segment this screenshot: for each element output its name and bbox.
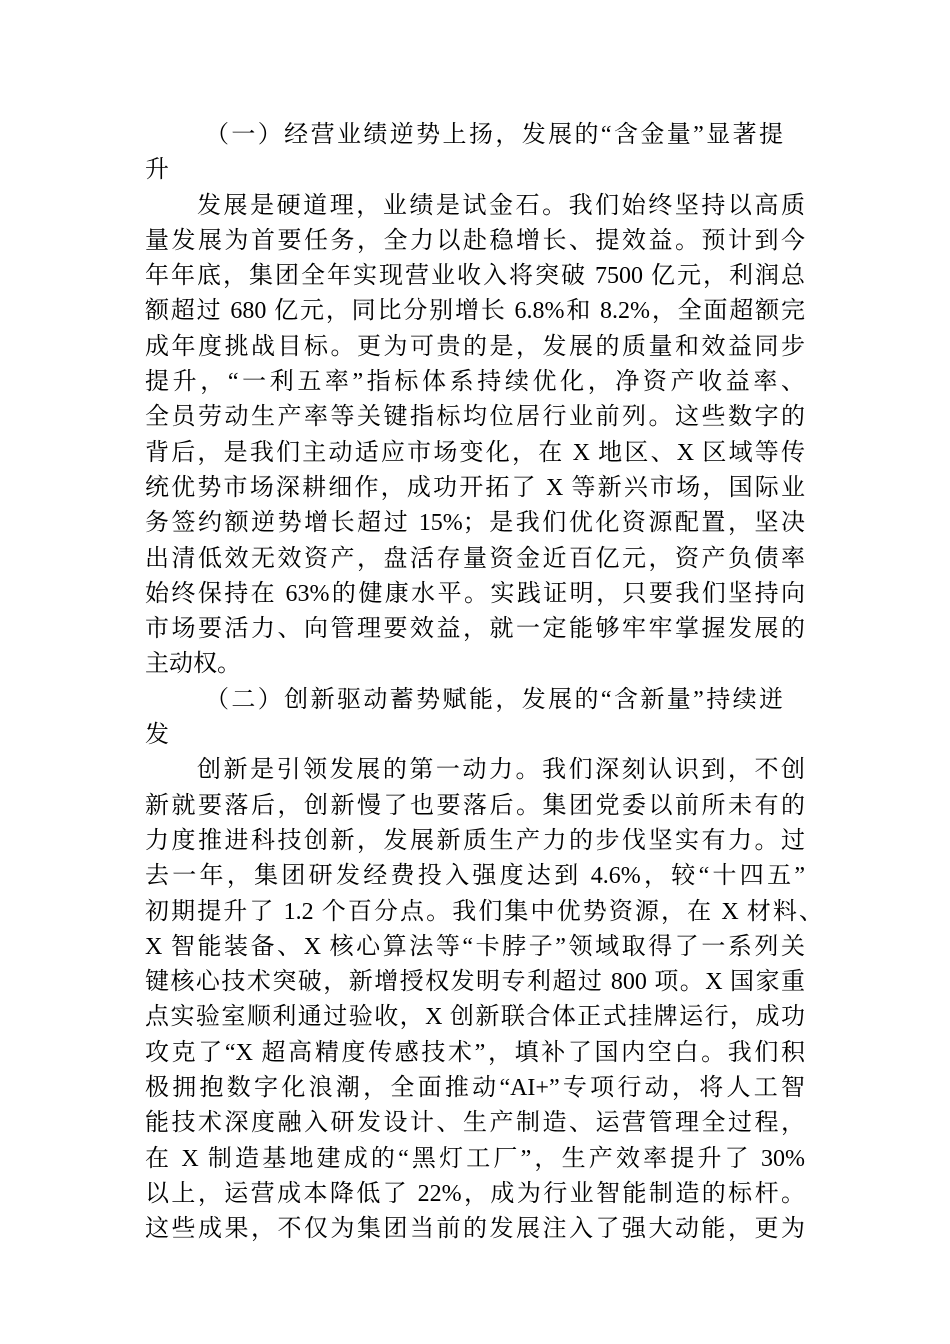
paragraph-line: 以上，运营成本降低了 22%，成为行业智能制造的标杆。 bbox=[145, 1180, 805, 1207]
section-heading-line: （一）经营业绩逆势上扬，发展的“含金量”显著提 bbox=[205, 122, 783, 148]
paragraph-line: 成年度挑战目标。更为可贵的是，发展的质量和效益同步 bbox=[145, 333, 805, 360]
paragraph-line: 极拥抱数字化浪潮，全面推动“AI+”专项行动，将人工智 bbox=[145, 1075, 805, 1102]
paragraph-line: 提升，“一利五率”指标体系持续优化，净资产收益率、 bbox=[145, 369, 805, 396]
paragraph-line: 点实验室顺利通过验收，X 创新联合体正式挂牌运行，成功 bbox=[145, 1004, 805, 1031]
paragraph-line: 攻克了“X 超高精度传感技术”，填补了国内空白。我们积 bbox=[145, 1039, 805, 1066]
paragraph-line: 能技术深度融入研发设计、生产制造、运营管理全过程， bbox=[145, 1110, 805, 1137]
paragraph-line: 出清低效无效资产，盘活存量资金近百亿元，资产负债率 bbox=[145, 545, 805, 572]
section-heading-line: 升 bbox=[145, 157, 169, 184]
document-body bbox=[145, 118, 823, 1248]
section-heading-line: 发 bbox=[145, 722, 169, 749]
paragraph-line: 量发展为首要任务，全力以赴稳增长、提效益。预计到今 bbox=[145, 227, 805, 254]
paragraph-line: 主动权。 bbox=[145, 651, 241, 678]
paragraph-line: 务签约额逆势增长超过 15%；是我们优化资源配置，坚决 bbox=[145, 510, 805, 537]
paragraph-line: 统优势市场深耕细作，成功开拓了 X 等新兴市场，国际业 bbox=[145, 474, 805, 501]
paragraph-line: 额超过 680 亿元，同比分别增长 6.8%和 8.2%，全面超额完 bbox=[145, 298, 805, 325]
paragraph-line: 始终保持在 63%的健康水平。实践证明，只要我们坚持向 bbox=[145, 580, 805, 607]
paragraph-line: 年年底，集团全年实现营业收入将突破 7500 亿元，利润总 bbox=[145, 263, 805, 290]
paragraph-line: 这些成果，不仅为集团当前的发展注入了强大动能，更为 bbox=[145, 1216, 805, 1243]
paragraph-line: 在 X 制造基地建成的“黑灯工厂”，生产效率提升了 30% bbox=[145, 1145, 805, 1172]
paragraph-line: 发展是硬道理，业绩是试金石。我们始终坚持以高质 bbox=[197, 192, 805, 219]
paragraph-line: 背后，是我们主动适应市场变化，在 X 地区、X 区域等传 bbox=[145, 439, 805, 466]
paragraph-line: 去一年，集团研发经费投入强度达到 4.6%，较“十四五” bbox=[145, 863, 805, 890]
paragraph-line: 新就要落后，创新慢了也要落后。集团党委以前所未有的 bbox=[145, 792, 805, 819]
paragraph-line: 键核心技术突破，新增授权发明专利超过 800 项。X 国家重 bbox=[145, 969, 805, 996]
paragraph-line: 全员劳动生产率等关键指标均位居行业前列。这些数字的 bbox=[145, 404, 805, 431]
section-heading-line: （二）创新驱动蓄势赋能，发展的“含新量”持续迸 bbox=[205, 686, 783, 713]
paragraph-line: 创新是引领发展的第一动力。我们深刻认识到，不创 bbox=[197, 757, 805, 784]
paragraph-line: 力度推进科技创新，发展新质生产力的步伐坚实有力。过 bbox=[145, 827, 805, 854]
paragraph-line: 初期提升了 1.2 个百分点。我们集中优势资源，在 X 材料、 bbox=[145, 898, 823, 925]
paragraph-line: 市场要活力、向管理要效益，就一定能够牢牢掌握发展的 bbox=[145, 616, 805, 643]
paragraph-line: X 智能装备、X 核心算法等“卡脖子”领域取得了一系列关 bbox=[145, 933, 805, 960]
